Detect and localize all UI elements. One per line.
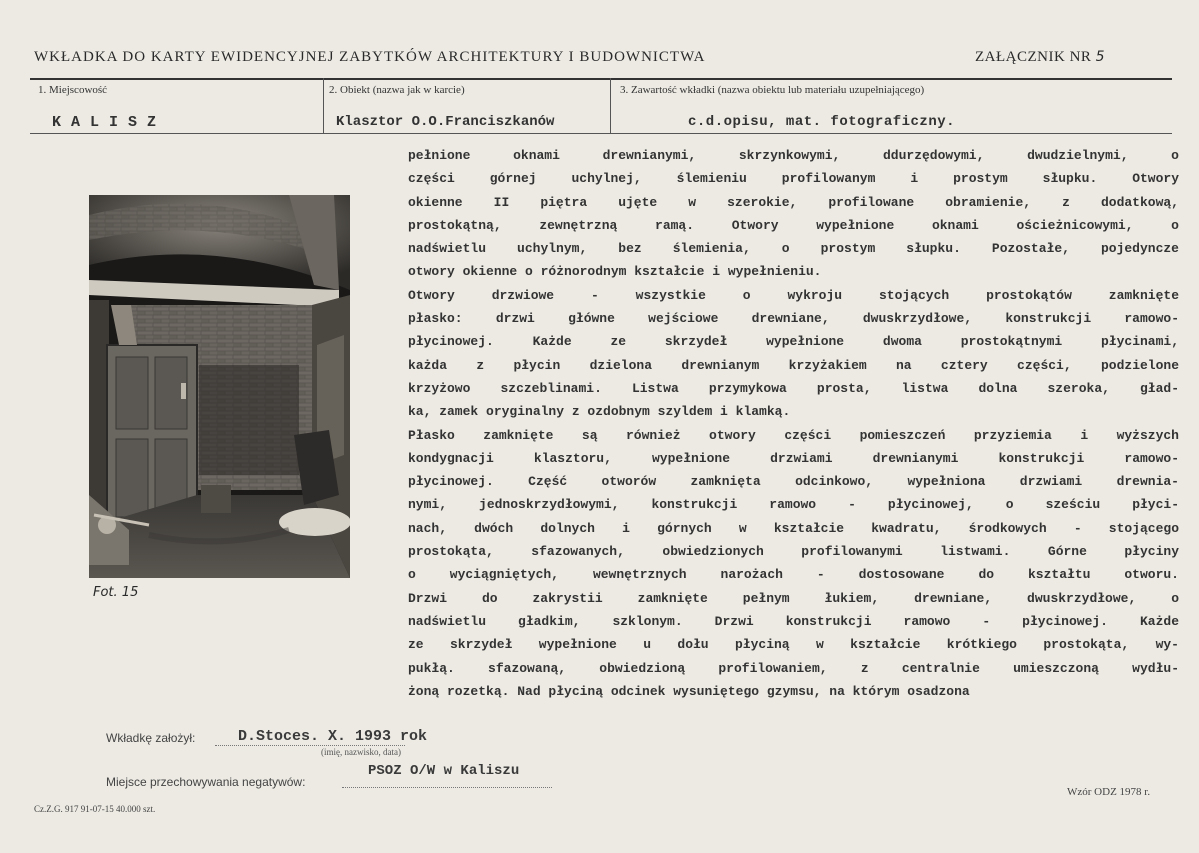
- description-text: [408, 144, 1179, 703]
- photo-caption: Fot. 15: [93, 585, 139, 600]
- text-line: żoną rozetką. Nad płyciną odcinek wysuniętego gzymsu, na którym osadzona: [408, 683, 970, 699]
- text-line: nadświetlu uchylnym, bez ślemienia, o prostym słupku. Pozostałe, pojedyncze: [408, 241, 1179, 257]
- text-line: części górnej uchylnej, ślemieniu profilowanym i prostym słupku. Otwory: [408, 171, 1179, 187]
- negatives-dotted-line: [342, 786, 552, 788]
- text-line: Otwory drzwiowe - wszystkie o wykroju stojących prostokątów zamknięte: [408, 287, 1179, 303]
- form-pattern-code: Wzór ODZ 1978 r.: [1067, 786, 1151, 798]
- text-line: pełnione oknami drewnianymi, skrzynkowymi, ddurzędowymi, dwudzielnymi, o: [408, 148, 1179, 163]
- locality-label: 1. Miejscowość: [38, 84, 108, 96]
- text-line: płycinowej. Część otworów zamknięta odcinkowo, wypełniona drzwiami drewnia-: [408, 474, 1179, 490]
- text-line: ze skrzydeł wypełnione u dołu płyciną w kształcie krótkiego prostokąta, wy-: [408, 637, 1179, 653]
- column-divider: [323, 78, 324, 134]
- text-line: okienne II piętra ujęte w szerokie, profilowane obramienie, z dodatkową,: [408, 194, 1179, 210]
- text-line: nach, dwóch dolnych i górnych w kształcie kwadratu, środkowych - stojącego: [408, 520, 1179, 536]
- annex-label-text: ZAŁĄCZNIK NR: [975, 49, 1092, 65]
- text-line: płycinowej. Każde ze skrzydeł wypełnione dwoma prostokątnymi płycinami,: [408, 334, 1179, 350]
- negatives-value: PSOZ O/W w Kaliszu: [368, 763, 520, 779]
- text-line: pukłą. sfazowaną, obwiedzioną profilowaniem, z centralnie umieszczoną wydłu-: [408, 660, 1179, 676]
- negatives-label: Miejsce przechowywania negatywów:: [106, 775, 306, 789]
- content-value: c.d.opisu, mat. fotograficzny.: [688, 114, 956, 130]
- text-line: o wyciągniętych, wewnętrznych narożach - dostosowane do kształtu otworu.: [408, 567, 1179, 583]
- object-value: Klasztor O.O.Franciszkanów: [336, 114, 555, 130]
- text-line: krzyżowo szczeblinami. Listwa przymykowa prosta, listwa dolna szeroka, gład-: [408, 380, 1179, 396]
- text-line: nadświetlu gładkim, szklonym. Drzwi konstrukcji ramowo - płycinowej. Każde: [408, 613, 1179, 629]
- text-line: ka, zamek oryginalny z ozdobnym szyldem i klamką.: [408, 404, 791, 420]
- author-label: Wkładkę założył:: [106, 731, 196, 745]
- text-line: prostokąta, sfazowanych, obwiedzionych profilowanymi listwami. Górne płyciny: [408, 544, 1179, 560]
- content-label: 3. Zawartość wkładki (nazwa obiektu lub materiału uzupełniającego): [620, 84, 925, 96]
- text-line: prostokątną, zewnętrzną ramą. Otwory wypełnione oknami ościeżnicowymi, o: [408, 217, 1179, 233]
- text-line: Płasko zamknięte są również otwory części pomieszczeń przyziemia i wyższych: [408, 427, 1179, 443]
- text-line: Drzwi do zakrystii zamknięte pełnym łukiem, drewniane, dwuskrzydłowe, o: [408, 590, 1179, 606]
- annex-label: [975, 49, 1105, 66]
- author-value: D.Stoces. X. 1993 rok: [238, 728, 428, 745]
- interior-photograph: [89, 195, 350, 578]
- text-line: nymi, jednoskrzydłowymi, konstrukcji ramowo - płycinowej, o sześciu płyci-: [408, 497, 1179, 513]
- text-line: płasko: drzwi główne wejściowe drewniane, dwuskrzydłowe, konstrukcji ramowo-: [408, 311, 1179, 327]
- object-label: 2. Obiekt (nazwa jak w karcie): [329, 84, 465, 96]
- locality-value: KALISZ: [52, 114, 167, 131]
- fields-rule: [30, 133, 1172, 134]
- header-rule: [30, 78, 1172, 80]
- author-subcaption: (imię, nazwisko, data): [321, 747, 401, 757]
- text-line: otwory okienne o różnorodnym kształcie i wypełnieniu.: [408, 264, 822, 280]
- text-line: każda z płycin dzielona drewnianym krzyżakiem na cztery części, podzielone: [408, 357, 1179, 373]
- column-divider: [610, 78, 611, 134]
- annex-number: 5: [1095, 49, 1106, 65]
- form-title: WKŁADKA DO KARTY EWIDENCYJNEJ ZABYTKÓW ARCHITEKTURY I BUDOWNICTWA: [34, 49, 706, 65]
- print-code: Cz.Z.G. 917 91-07-15 40.000 szt.: [34, 804, 156, 814]
- text-line: kondygnacji klasztoru, wypełnione drzwiami drewnianymi konstrukcji ramowo-: [408, 450, 1179, 466]
